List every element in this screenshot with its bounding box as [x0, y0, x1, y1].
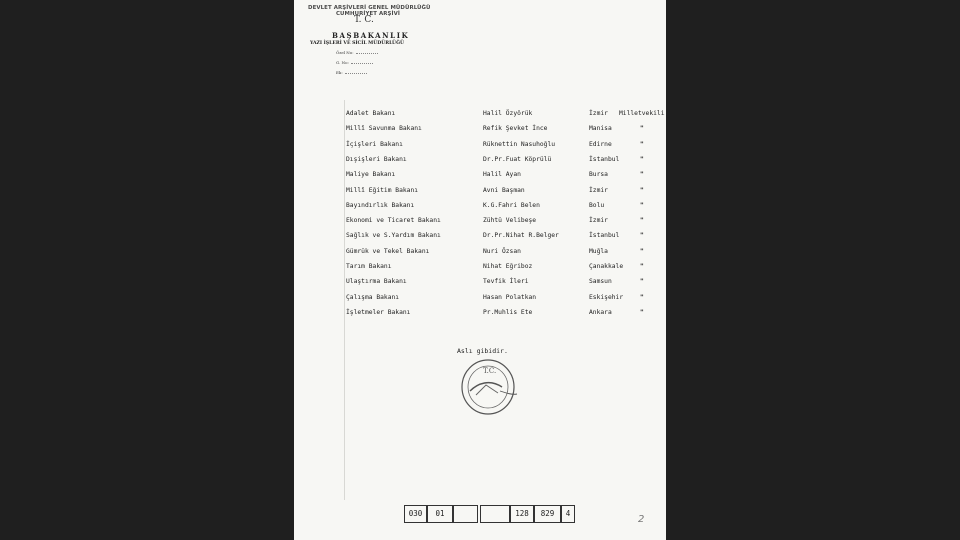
- minister-suffix: ": [640, 293, 644, 301]
- minister-suffix: ": [640, 201, 644, 209]
- archive-stamp: [308, 5, 448, 17]
- minister-city: İstanbul: [589, 232, 620, 240]
- minister-city: Ankara: [589, 308, 612, 316]
- minister-name: Refik Şevket İnce: [483, 125, 548, 133]
- ref-box: 829: [534, 505, 561, 523]
- minister-suffix: ": [640, 278, 644, 286]
- ref-label: Özel No:: [336, 50, 354, 55]
- minister-city: İzmir: [589, 186, 608, 194]
- minister-office: Çalışma Bakanı: [346, 293, 400, 301]
- archive-stamp-line1: DEVLET ARŞİVLERİ GENEL MÜDÜRLÜĞÜ: [308, 5, 431, 11]
- ref-label: Ek:: [336, 70, 343, 75]
- department-heading: YAZI İŞLERİ VE SİCİL MÜDÜRLÜĞÜ: [310, 41, 404, 46]
- minister-city: Muğla: [589, 247, 608, 255]
- margin-line: [344, 100, 345, 500]
- minister-office: Bayındırlık Bakanı: [346, 201, 415, 209]
- ref-box: 01: [427, 505, 453, 523]
- minister-suffix: ": [640, 217, 644, 225]
- ref-box: 030: [404, 505, 427, 523]
- minister-city: Edirne: [589, 140, 612, 148]
- minister-name: K.G.Fahri Belen: [483, 201, 540, 209]
- minister-office: Millî Eğitim Bakanı: [346, 186, 419, 194]
- minister-office: Maliye Bakanı: [346, 171, 396, 179]
- minister-suffix: ": [640, 308, 644, 316]
- ref-box: 128: [510, 505, 534, 523]
- minister-city: Samsun: [589, 278, 612, 286]
- minister-suffix: ": [640, 247, 644, 255]
- minister-office: Adalet Bakanı: [346, 110, 396, 117]
- minister-city: Manisa: [589, 125, 612, 133]
- minister-city: Bursa: [589, 171, 608, 179]
- minister-city: Çanakkale: [589, 263, 624, 270]
- document-page: [294, 0, 666, 540]
- minister-name: Nihat Eğriboz: [483, 263, 533, 270]
- minister-city: Eskişehir: [589, 293, 624, 301]
- ref-label: G. No:: [336, 60, 349, 65]
- minister-name: Avni Başman: [483, 186, 525, 194]
- minister-name: Tevfik İleri: [483, 278, 529, 286]
- minister-suffix: ": [640, 125, 644, 133]
- minister-city: İzmir: [589, 217, 608, 225]
- minister-suffix: ": [640, 140, 644, 148]
- ref-ek: [336, 70, 367, 75]
- minister-office: Ulaştırma Bakanı: [346, 278, 407, 286]
- minister-office: Tarım Bakanı: [346, 263, 392, 270]
- minister-suffix: ": [640, 171, 644, 179]
- ref-g-no: [336, 60, 373, 65]
- seal-text: T.C.: [483, 367, 497, 375]
- minister-office: İşletmeler Bakanı: [346, 308, 411, 316]
- minister-city: İzmir: [589, 110, 608, 117]
- minister-name: Hasan Polatkan: [483, 293, 537, 301]
- minister-name: Halil Özyörük: [483, 110, 533, 117]
- tc-heading: T. C.: [354, 15, 374, 25]
- minister-office: Millî Savunma Bakanı: [346, 125, 422, 133]
- minister-suffix: ": [640, 232, 644, 240]
- official-seal-icon: [456, 357, 518, 417]
- minister-office: Gümrük ve Tekel Bakanı: [346, 247, 430, 255]
- minister-name: Rüknettin Nasuhoğlu: [483, 140, 556, 148]
- minister-office: Sağlık ve S.Yardım Bakanı: [346, 232, 441, 240]
- minister-name: Nuri Özsan: [483, 247, 521, 255]
- certification-text: Aslı gibidir.: [457, 347, 508, 355]
- ref-box: [480, 505, 510, 523]
- minister-name: Dr.Pr.Fuat Köprülü: [483, 155, 552, 163]
- minister-office: Ekonomi ve Ticaret Bakanı: [346, 217, 441, 225]
- minister-name: Dr.Pr.Nihat R.Belger: [483, 232, 559, 240]
- minister-name: Zühtü Velibeşe: [483, 217, 537, 225]
- minister-suffix: ": [640, 263, 644, 270]
- ministry-heading: BAŞBAKANLIK: [332, 31, 410, 40]
- minister-name: Halil Ayan: [483, 171, 521, 179]
- archive-stamp-line2: CUMHURİYET ARŞİVİ: [336, 11, 400, 18]
- minister-suffix: ": [640, 186, 644, 194]
- ref-box: [453, 505, 478, 523]
- minister-city: İstanbul: [589, 155, 620, 163]
- minister-office: Dışişleri Bakanı: [346, 155, 407, 163]
- minister-suffix: ": [640, 155, 644, 163]
- minister-name: Pr.Muhlis Ete: [483, 308, 533, 316]
- ref-box: 4: [561, 505, 575, 523]
- minister-office: İçişleri Bakanı: [346, 140, 403, 148]
- minister-suffix: Milletvekili: [619, 110, 665, 117]
- ref-ozel-no: [336, 50, 378, 55]
- minister-city: Bolu: [589, 201, 605, 209]
- page-number: 2: [638, 514, 645, 525]
